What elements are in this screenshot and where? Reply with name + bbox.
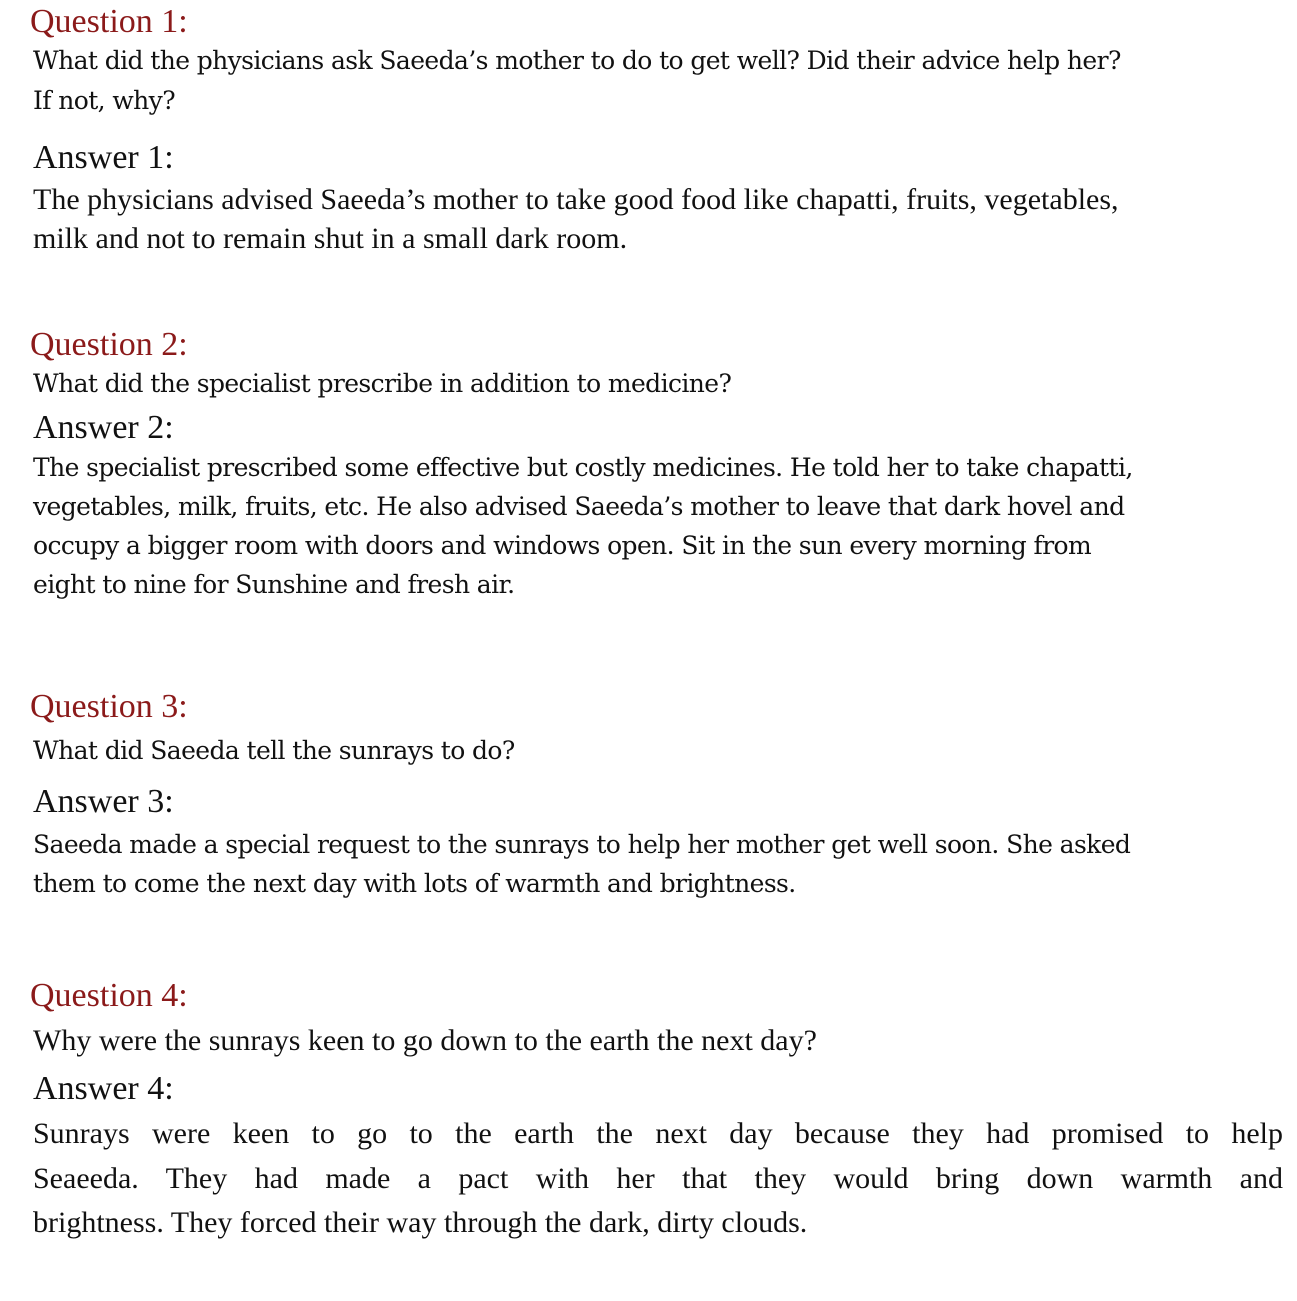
question-heading: Question 3: [30,688,188,725]
answer-text-line: vegetables, milk, fruits, etc. He also advised Saeeda’s mother to leave that dark hovel and [33,492,1125,521]
answer-text-line: eight to nine for Sunshine and fresh air. [33,570,515,599]
answer-heading: Answer 2: [33,409,174,446]
question-heading: Question 2: [30,326,188,363]
question-text-line: What did Saeeda tell the sunrays to do? [33,736,515,765]
answer-heading: Answer 4: [33,1070,174,1107]
answer-heading: Answer 1: [33,139,174,176]
question-heading: Question 4: [30,977,188,1014]
answer-text-line: Sunrays were keen to go to the earth the next day because they had promised to help [33,1117,1283,1150]
question-text-line: If not, why? [33,86,175,115]
question-text-line: Why were the sunrays keen to go down to the earth the next day? [33,1024,817,1057]
answer-text-line: milk and not to remain shut in a small dark room. [33,222,628,255]
question-heading: Question 1: [30,3,188,40]
answer-text-line: Seaeeda. They had made a pact with her that they would bring down warmth and [33,1162,1283,1195]
answer-heading: Answer 3: [33,783,174,820]
answer-text-line: Saeeda made a special request to the sunrays to help her mother get well soon. She asked [33,830,1131,859]
answer-text-line: them to come the next day with lots of warmth and brightness. [33,869,796,898]
answer-text-line: The specialist prescribed some effective but costly medicines. He told her to take chapatti, [33,453,1133,482]
question-text-line: What did the specialist prescribe in addition to medicine? [33,369,732,398]
question-text-line: What did the physicians ask Saeeda’s mother to do to get well? Did their advice help her? [33,46,1121,75]
answer-text-line: The physicians advised Saeeda’s mother to take good food like chapatti, fruits, vegetables, [33,183,1119,216]
answer-text-line: brightness. They forced their way through the dark, dirty clouds. [33,1206,808,1239]
answer-text-line: occupy a bigger room with doors and windows open. Sit in the sun every morning from [33,531,1092,560]
